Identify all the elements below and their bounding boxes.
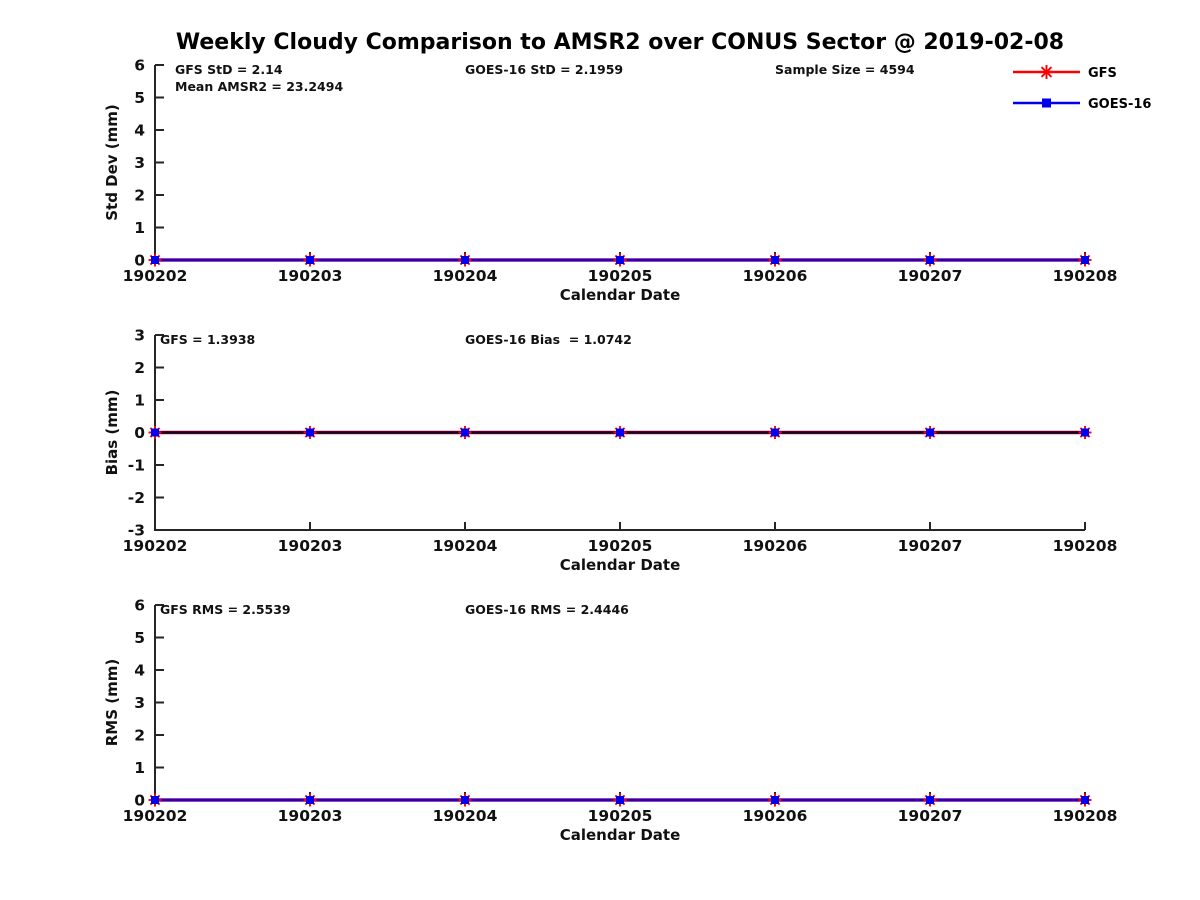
stat-annotation: GFS StD = 2.14: [175, 62, 283, 77]
goes16-square-marker: [151, 796, 159, 804]
x-axis-label: Calendar Date: [559, 286, 681, 304]
x-tick-label: 190208: [1052, 807, 1118, 825]
goes16-square-marker: [616, 256, 624, 264]
x-tick-label: 190203: [277, 267, 343, 285]
x-tick-label: 190204: [432, 267, 498, 285]
y-tick-label: 6: [134, 56, 145, 75]
goes16-square-marker: [1081, 429, 1089, 437]
goes16-square-marker: [1081, 796, 1089, 804]
stat-annotation: GFS = 1.3938: [160, 332, 256, 347]
y-tick-label: 6: [134, 596, 145, 615]
gfs-asterisk-marker: [1040, 65, 1054, 79]
goes16-square-marker: [1081, 256, 1089, 264]
goes16-square-marker: [616, 796, 624, 804]
y-tick-label: 3: [134, 154, 145, 172]
x-axis-label: Calendar Date: [559, 826, 681, 844]
y-tick-label: 1: [134, 391, 145, 410]
stat-annotation: GOES-16 RMS = 2.4446: [465, 602, 629, 617]
goes16-square-marker: [306, 429, 314, 437]
y-tick-label: 2: [134, 726, 145, 745]
y-tick-label: 0: [134, 251, 145, 270]
goes16-square-marker: [306, 796, 314, 804]
y-tick-label: 0: [134, 424, 145, 442]
goes16-square-marker: [461, 256, 469, 264]
subplot-bias: [103, 327, 1117, 575]
y-tick-label: 4: [134, 121, 145, 140]
x-tick-label: 190207: [897, 267, 963, 285]
goes16-square-marker: [461, 429, 469, 437]
x-tick-label: 190202: [122, 267, 188, 285]
legend-entry-gfs: [1013, 65, 1117, 81]
x-tick-label: 190202: [122, 537, 188, 555]
x-tick-label: 190205: [587, 267, 653, 285]
x-tick-label: 190208: [1052, 267, 1118, 285]
goes16-square-marker: [926, 429, 934, 437]
y-tick-label: 3: [134, 694, 145, 712]
x-tick-label: 190206: [742, 537, 808, 555]
goes16-square-marker: [1042, 99, 1051, 108]
x-tick-label: 190202: [122, 807, 188, 825]
x-tick-label: 190203: [277, 807, 343, 825]
y-tick-label: 3: [134, 326, 145, 345]
x-tick-label: 190207: [897, 807, 963, 825]
goes16-square-marker: [461, 796, 469, 804]
y-axis-label: Std Dev (mm): [103, 104, 121, 221]
goes16-square-marker: [771, 429, 779, 437]
y-axis-label: Bias (mm): [103, 389, 121, 476]
legend-label: GOES-16: [1088, 97, 1152, 112]
x-tick-label: 190205: [587, 807, 653, 825]
goes16-square-marker: [926, 256, 934, 264]
x-tick-label: 190208: [1052, 537, 1118, 555]
stat-annotation: GOES-16 Bias = 1.0742: [465, 332, 632, 347]
y-tick-label: 1: [134, 759, 145, 777]
x-tick-label: 190204: [432, 807, 498, 825]
stat-annotation: Mean AMSR2 = 23.2494: [175, 79, 344, 94]
y-tick-label: 0: [134, 791, 145, 810]
stat-annotation: GOES-16 StD = 2.1959: [465, 62, 624, 77]
x-axis-label: Calendar Date: [559, 556, 681, 574]
y-tick-label: 2: [134, 186, 145, 205]
goes16-square-marker: [771, 796, 779, 804]
y-tick-label: 5: [134, 89, 145, 107]
goes16-square-marker: [151, 429, 159, 437]
goes16-square-marker: [616, 429, 624, 437]
x-tick-label: 190204: [432, 537, 498, 555]
goes16-square-marker: [306, 256, 314, 264]
y-tick-label: -2: [127, 489, 145, 507]
x-tick-label: 190207: [897, 537, 963, 555]
y-tick-label: 2: [134, 359, 145, 377]
goes16-square-marker: [151, 256, 159, 264]
y-tick-label: -3: [127, 521, 145, 540]
y-tick-label: 5: [134, 629, 145, 647]
stat-annotation: GFS RMS = 2.5539: [160, 602, 291, 617]
y-axis-label: RMS (mm): [103, 658, 121, 747]
x-tick-label: 190205: [587, 537, 653, 555]
y-tick-label: 1: [134, 219, 145, 237]
legend-entry-goes-16: [1013, 97, 1151, 112]
y-tick-label: -1: [127, 456, 145, 475]
x-tick-label: 190206: [742, 807, 808, 825]
subplot-std-dev: [103, 57, 1117, 305]
chart-title: Weekly Cloudy Comparison to AMSR2 over CONUS Sector @ 2019-02-08: [175, 30, 1065, 55]
goes16-square-marker: [771, 256, 779, 264]
legend-label: GFS: [1088, 66, 1117, 81]
subplot-rms: [103, 597, 1117, 845]
goes16-square-marker: [926, 796, 934, 804]
legend: [1013, 65, 1151, 112]
x-tick-label: 190206: [742, 267, 808, 285]
stat-annotation: Sample Size = 4594: [775, 62, 915, 77]
y-tick-label: 4: [134, 661, 145, 680]
x-tick-label: 190203: [277, 537, 343, 555]
